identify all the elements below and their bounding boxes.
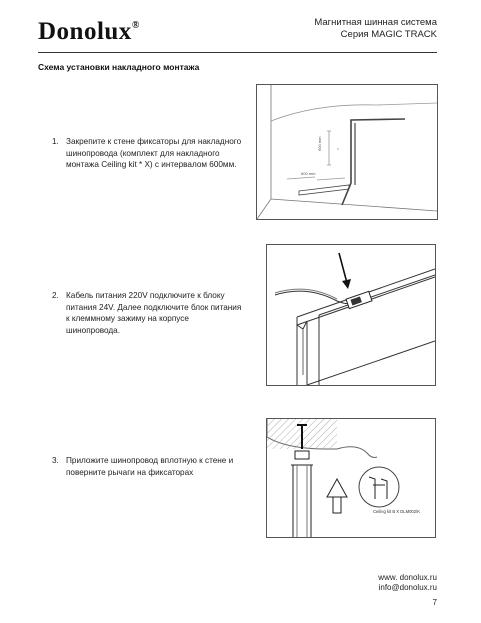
step-1 [52,136,242,171]
figure-1-wall-fixators [256,84,438,220]
fig1-dimension-vertical: 600 mm [317,136,322,151]
step-2-number: 2. [52,291,59,300]
header-series [314,17,437,41]
figure-3-drawing [267,419,435,537]
footer-website: www. donolux.ru [378,573,437,582]
figure-2-drawing [267,245,435,385]
page-number: 7 [432,598,437,607]
step-1-number: 1. [52,137,59,146]
brand-logo [38,18,140,46]
step-3 [52,455,242,478]
step-1-text: Закрепите к стене фиксаторы для накладного шинопровода (комплект для накладного монтажа Ceiling kit * X) с интервалом 600мм. [66,137,242,169]
registered-mark: ® [131,20,140,31]
figure-3-mount-track [266,418,436,538]
footer-contacts [378,573,437,593]
footer-email: info@donolux.ru [378,583,437,592]
page-subtitle: Схема установки накладного монтажа [38,62,200,72]
step-3-text: Приложите шинопровод вплотную к стене и поверните рычаги на фиксаторах [66,456,234,477]
header-line2: Серия MAGIC TRACK [340,29,437,40]
figure-1-drawing [257,85,437,219]
figure-2-power-connection [266,244,436,386]
fig3-caption: Ceiling kit B X DLM002/K [373,509,421,514]
brand-logo-text: Donolux [38,18,132,45]
header-line1: Магнитная шинная система [314,17,437,28]
header-divider [38,52,437,53]
step-2 [52,290,242,336]
step-3-number: 3. [52,456,59,465]
step-2-text: Кабель питания 220V подключите к блоку питания 24V. Далее подключите блок питания к клеммному зажиму на корпусе шинопровода. [66,291,242,335]
fig1-dimension-horizontal: 600 mm [301,171,316,176]
